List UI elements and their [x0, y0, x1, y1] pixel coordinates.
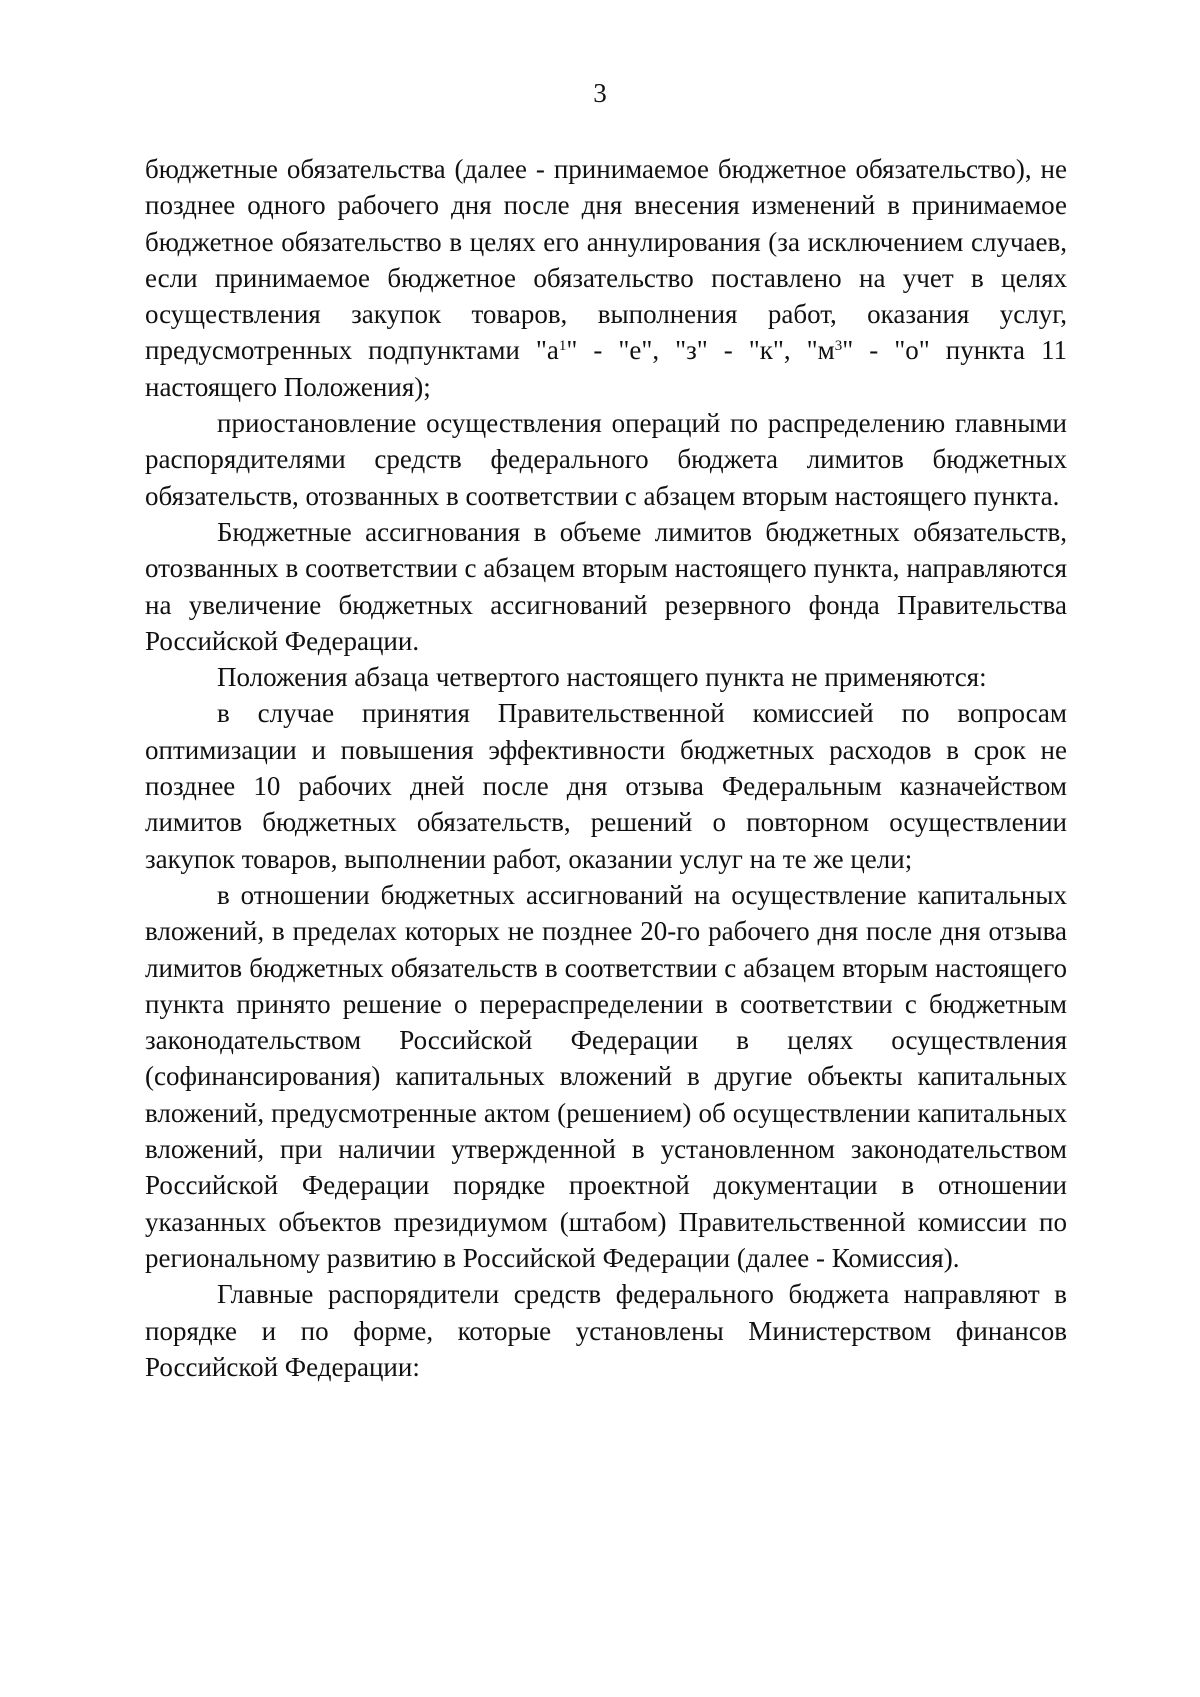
- paragraph-exception-capital: [145, 877, 1067, 1276]
- text-run: бюджетные обязательства (далее - принимаемое бюджетное обязательство), не позднее одного рабочего дня после дня внесения изменений в принимаемое бюджетное обязательство в целях его аннулирования (за исключением случаев, если принимаемое бюджетное обязательство поставлено на учет в целях осуществления закупок товаров, выполнения работ, оказания услуг, предусмотренных подпунктами "а: [145, 154, 1067, 366]
- paragraph-main-managers: [145, 1276, 1067, 1385]
- paragraph-exceptions-intro: [145, 659, 1067, 695]
- document-body: [145, 151, 1067, 1385]
- text-run: приостановление осуществления операций по распределению главными распорядителями средств федерального бюджета лимитов бюджетных обязательств, отозванных в соответствии с абзацем вторым настоящего пункта.: [145, 408, 1067, 511]
- text-run: в случае принятия Правительственной комиссией по вопросам оптимизации и повышения эффективности бюджетных расходов в срок не позднее 10 рабочих дней после дня отзыва Федеральным казначейством лимитов бюджетных обязательств, решений о повторном осуществлении закупок товаров, выполнении работ, оказании услуг на те же цели;: [145, 698, 1067, 874]
- text-run: Бюджетные ассигнования в объеме лимитов бюджетных обязательств, отозванных в соответствии с абзацем вторым настоящего пункта, направляются на увеличение бюджетных ассигнований резервного фонда Правительства Российской Федерации.: [145, 516, 1067, 656]
- superscript: 1: [558, 338, 567, 355]
- paragraph-suspension: [145, 405, 1067, 514]
- paragraph-allocations: [145, 514, 1067, 659]
- text-run: Положения абзаца четвертого настоящего пункта не применяются:: [217, 662, 987, 693]
- superscript: 3: [834, 338, 843, 355]
- text-run: " - "е", "з" - "к", "м: [566, 335, 835, 366]
- text-run: в отношении бюджетных ассигнований на осуществление капитальных вложений, в пределах которых не позднее 20-го рабочего дня после дня отзыва лимитов бюджетных обязательств в соответствии с абзацем вторым настоящего пункта принято решение о перераспределении в соответствии с бюджетным законодательством Российской Федерации в целях осуществления (софинансирования) капитальных вложений в другие объекты капитальных вложений, предусмотренные актом (решением) об осуществлении капитальных вложений, при наличии утвержденной в установленном законодательством Российской Федерации порядке проектной документации в отношении указанных объектов президиумом (штабом) Правительственной комиссии по региональному развитию в Российской Федерации (далее - Комиссия).: [145, 879, 1067, 1273]
- page-number: 3: [593, 78, 607, 108]
- paragraph-continuation: [145, 151, 1067, 405]
- text-run: Главные распорядители средств федерального бюджета направляют в порядке и по форме, которые установлены Министерством финансов Российской Федерации:: [145, 1279, 1067, 1382]
- text-run: " - "о" пункта 11 настоящего Положения);: [145, 335, 1068, 402]
- paragraph-exception-commission: [145, 695, 1067, 876]
